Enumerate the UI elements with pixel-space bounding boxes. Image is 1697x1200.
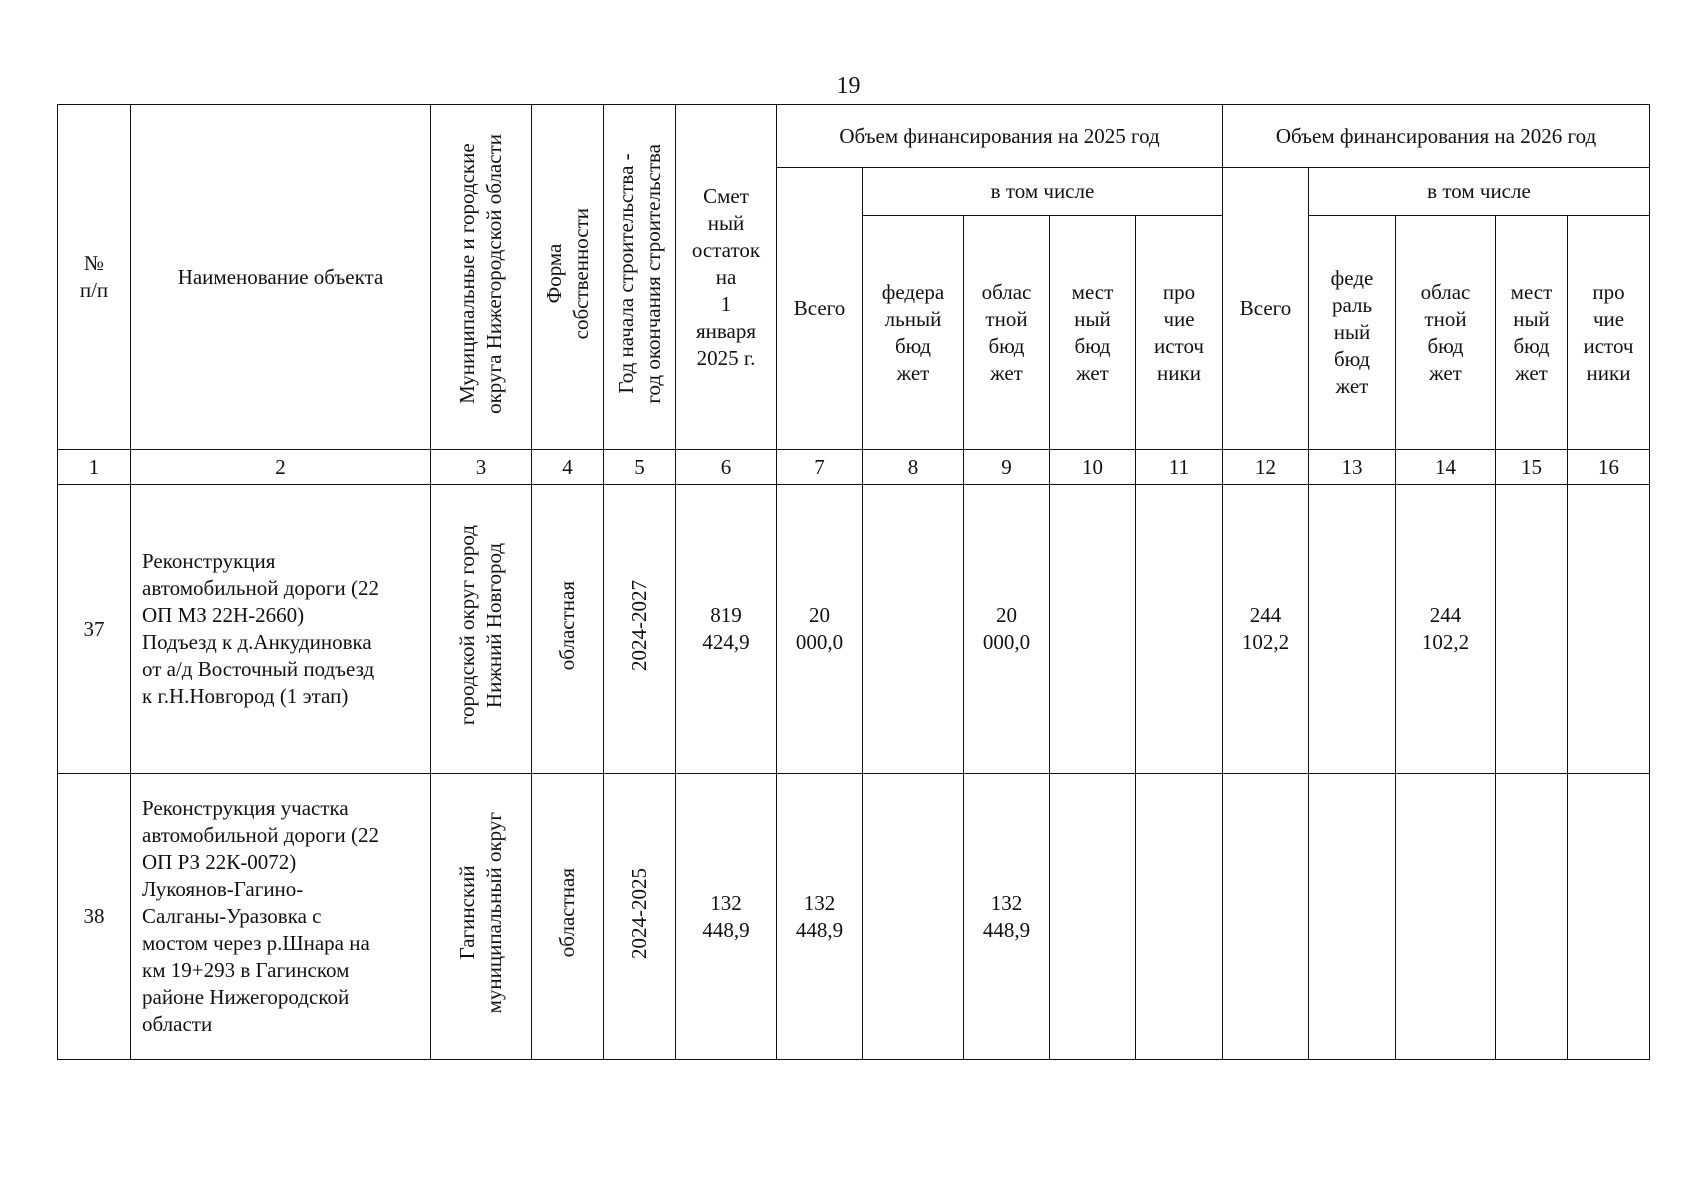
balance: 132 448,9	[676, 774, 777, 1060]
header-num: № п/п	[58, 105, 131, 450]
column-number: 12	[1223, 450, 1309, 485]
column-number: 5	[604, 450, 676, 485]
loc-2025	[1050, 774, 1136, 1060]
header-balance: Смет ный остаток на 1 января 2025 г.	[676, 105, 777, 450]
municipality-cell	[431, 485, 532, 774]
fed-2025	[863, 774, 964, 1060]
header-years-label: Год начала строительства - год окончания строительства	[613, 143, 665, 404]
row-num: 38	[58, 774, 131, 1060]
column-number: 14	[1396, 450, 1496, 485]
total-2025: 20 000,0	[777, 485, 863, 774]
header-fin-2025: Объем финансирования на 2025 год	[777, 105, 1223, 168]
years-cell	[604, 774, 676, 1060]
column-number: 7	[777, 450, 863, 485]
financing-table	[57, 104, 1650, 1060]
ownership-cell	[532, 774, 604, 1060]
years-cell	[604, 485, 676, 774]
fed-2026	[1309, 774, 1396, 1060]
column-number: 3	[431, 450, 532, 485]
reg-2026	[1396, 774, 1496, 1060]
column-number: 6	[676, 450, 777, 485]
column-number: 16	[1568, 450, 1650, 485]
header-loc-2026: мест ный бюд жет	[1496, 216, 1568, 450]
column-number: 8	[863, 450, 964, 485]
reg-2026: 244 102,2	[1396, 485, 1496, 774]
row-num: 37	[58, 485, 131, 774]
balance: 819 424,9	[676, 485, 777, 774]
column-number: 15	[1496, 450, 1568, 485]
header-name: Наименование объекта	[131, 105, 431, 450]
object-name: Реконструкция участка автомобильной дороги (22 ОП РЗ 22К-0072) Лукоянов-Гагино- Салганы-Уразовка с мостом через р.Шнара на км 19+293 в Гагинском районе Нижегородской области	[131, 774, 431, 1060]
total-2026	[1223, 774, 1309, 1060]
header-total-2025: Всего	[777, 168, 863, 450]
page-number: 19	[836, 73, 861, 99]
fed-2026	[1309, 485, 1396, 774]
column-number: 10	[1050, 450, 1136, 485]
header-municipality	[431, 105, 532, 450]
loc-2026	[1496, 774, 1568, 1060]
column-number: 13	[1309, 450, 1396, 485]
total-2026: 244 102,2	[1223, 485, 1309, 774]
years: 2024-2025	[627, 867, 651, 959]
header-fed-2025: федера льный бюд жет	[863, 216, 964, 450]
municipality-cell	[431, 774, 532, 1060]
ownership: областная	[555, 580, 579, 671]
header-including-2025: в том числе	[863, 168, 1223, 216]
years: 2024-2027	[627, 580, 651, 671]
table-row	[58, 485, 1650, 774]
header-fed-2026: феде раль ный бюд жет	[1309, 216, 1396, 450]
header-ownership-label: Форма собственности	[541, 207, 593, 340]
header-municipality-label: Муниципальные и городские округа Нижегородской области	[455, 133, 506, 414]
fed-2025	[863, 485, 964, 774]
header-years	[604, 105, 676, 450]
column-number-row	[58, 450, 1650, 485]
header-fin-2026: Объем финансирования на 2026 год	[1223, 105, 1650, 168]
header-total-2026: Всего	[1223, 168, 1309, 450]
header-reg-2025: облас тной бюд жет	[964, 216, 1050, 450]
oth-2025	[1136, 485, 1223, 774]
column-number: 9	[964, 450, 1050, 485]
loc-2025	[1050, 485, 1136, 774]
reg-2025: 20 000,0	[964, 485, 1050, 774]
column-number: 1	[58, 450, 131, 485]
table-header	[58, 105, 1650, 450]
reg-2025: 132 448,9	[964, 774, 1050, 1060]
object-name: Реконструкция автомобильной дороги (22 ОП МЗ 22Н-2660) Подъезд к д.Анкудиновка от а/д Восточный подъезд к г.Н.Новгород (1 этап)	[131, 485, 431, 774]
header-loc-2025: мест ный бюд жет	[1050, 216, 1136, 450]
municipality: городской округ город Нижний Новгород	[455, 525, 506, 726]
column-number: 2	[131, 450, 431, 485]
column-number: 4	[532, 450, 604, 485]
ownership: областная	[555, 868, 579, 958]
header-oth-2025: про чие источ ники	[1136, 216, 1223, 450]
oth-2025	[1136, 774, 1223, 1060]
ownership-cell	[532, 485, 604, 774]
header-including-2026: в том числе	[1309, 168, 1650, 216]
oth-2026	[1568, 485, 1650, 774]
table-row	[58, 774, 1650, 1060]
header-oth-2026: про чие источ ники	[1568, 216, 1650, 450]
municipality: Гагинский муниципальный округ	[455, 812, 506, 1014]
header-reg-2026: облас тной бюд жет	[1396, 216, 1496, 450]
column-number: 11	[1136, 450, 1223, 485]
loc-2026	[1496, 485, 1568, 774]
oth-2026	[1568, 774, 1650, 1060]
total-2025: 132 448,9	[777, 774, 863, 1060]
header-ownership	[532, 105, 604, 450]
